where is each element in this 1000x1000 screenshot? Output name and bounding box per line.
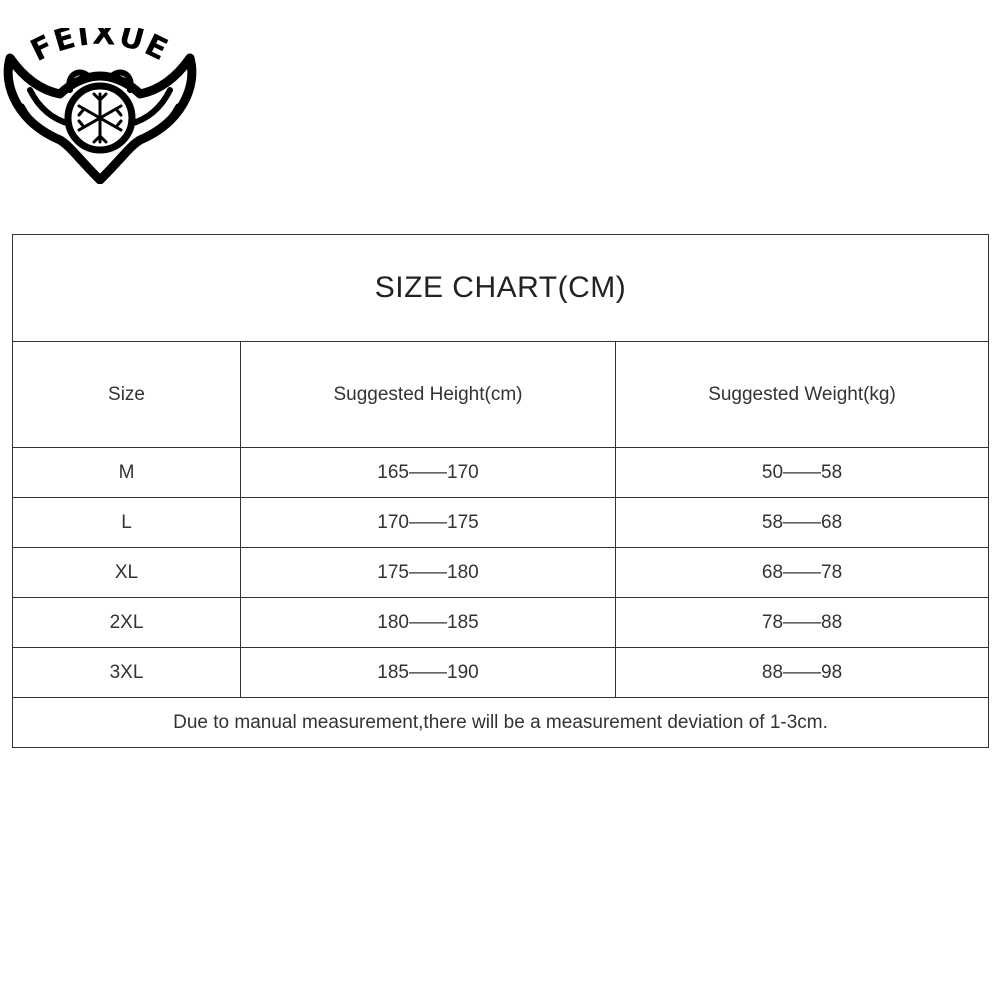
table-row [13,648,989,698]
weight-cell: 68——78 [616,548,989,598]
table-row [13,498,989,548]
height-cell: 180——185 [241,598,616,648]
table-header-row [13,342,989,448]
size-cell: 3XL [13,648,241,698]
height-cell: 165——170 [241,448,616,498]
measurement-note: Due to manual measurement,there will be a measurement deviation of 1-3cm. [13,698,989,748]
winged-snowflake-emblem-icon [0,28,200,184]
size-cell: 2XL [13,598,241,648]
column-header-weight: Suggested Weight(kg) [616,342,989,448]
size-cell: M [13,448,241,498]
weight-cell: 88——98 [616,648,989,698]
size-cell: L [13,498,241,548]
height-cell: 185——190 [241,648,616,698]
column-header-size: Size [13,342,241,448]
size-chart-title: SIZE CHART(CM) [13,235,989,342]
svg-text:FEIXUE: FEIXUE [25,28,175,69]
size-cell: XL [13,548,241,598]
weight-cell: 50——58 [616,448,989,498]
weight-cell: 58——68 [616,498,989,548]
brand-logo [0,28,200,184]
size-chart-table [12,234,989,748]
weight-cell: 78——88 [616,598,989,648]
height-cell: 175——180 [241,548,616,598]
table-row [13,598,989,648]
table-row [13,448,989,498]
table-row [13,548,989,598]
column-header-height: Suggested Height(cm) [241,342,616,448]
height-cell: 170——175 [241,498,616,548]
